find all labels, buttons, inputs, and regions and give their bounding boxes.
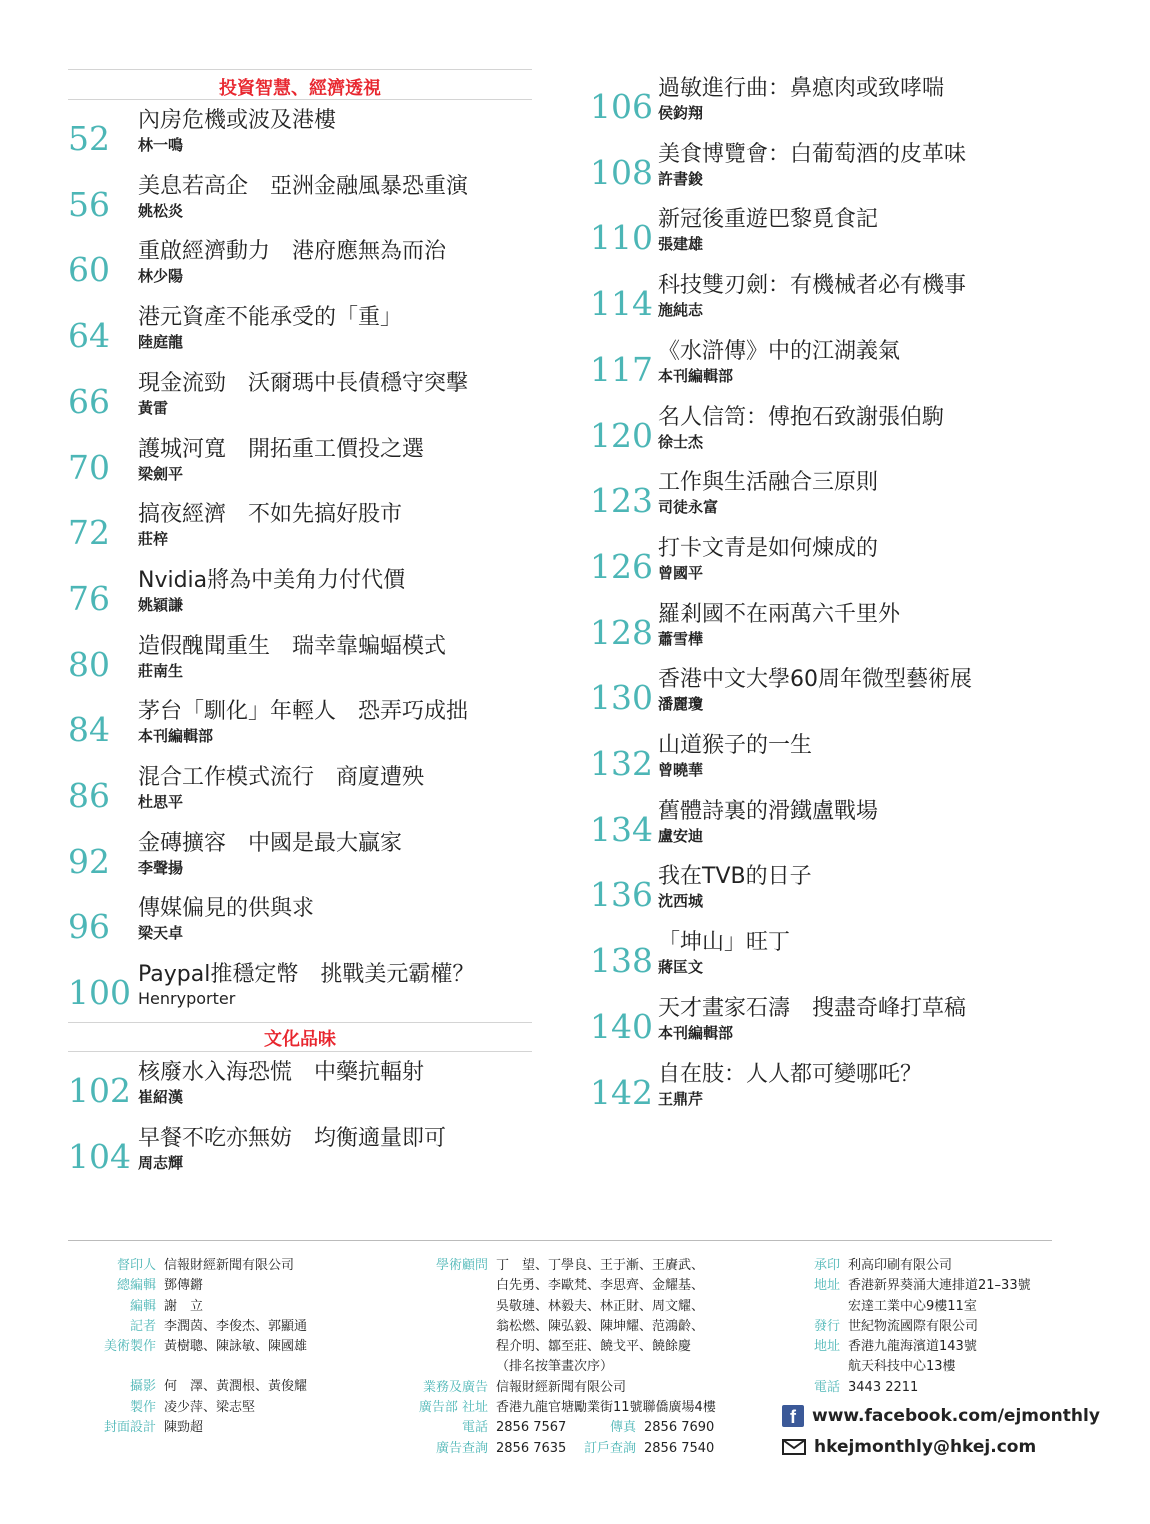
toc-entry[interactable] — [0, 371, 560, 431]
footer-staff-column — [68, 1256, 307, 1438]
footer-label: 電話 — [813, 1379, 840, 1395]
page-number: 66 — [68, 381, 110, 421]
article-title: 金磚擴容 中國是最大贏家 — [138, 830, 403, 856]
footer-row — [398, 1317, 716, 1337]
page-number: 130 — [590, 678, 653, 718]
article-author: 林一鳴 — [138, 136, 184, 154]
page-number: 123 — [590, 481, 653, 521]
footer-row — [768, 1337, 1031, 1357]
footer-value: 香港九龍官塘勵業街11號聯僑廣場4樓 — [496, 1400, 716, 1416]
toc-entry[interactable] — [560, 602, 1150, 662]
page-number: 56 — [68, 184, 110, 224]
footer-value: 陳勁超 — [164, 1420, 204, 1436]
footer-label — [398, 1276, 496, 1296]
article-author: 司徒永富 — [658, 498, 719, 517]
toc-entry[interactable] — [560, 470, 1150, 530]
footer-label — [398, 1317, 496, 1337]
culture-title-rule — [68, 1051, 532, 1052]
toc-entry[interactable] — [560, 733, 1150, 793]
article-title: 天才畫家石濤 搜盡奇峰打草稿 — [658, 995, 967, 1021]
footer-value: 2856 7567 — [496, 1420, 567, 1436]
page-number: 138 — [590, 941, 653, 981]
footer-row — [768, 1317, 1031, 1337]
footer-row — [398, 1256, 716, 1276]
article-title: 造假醜聞重生 瑞幸靠蝙蝠模式 — [138, 633, 447, 659]
footer-label — [398, 1337, 496, 1357]
footer-row — [68, 1337, 307, 1357]
toc-entry[interactable] — [0, 108, 560, 168]
footer-row — [768, 1276, 1031, 1296]
footer-printing-column — [768, 1256, 1031, 1398]
page-number: 96 — [68, 907, 110, 947]
toc-entry[interactable] — [560, 207, 1150, 267]
article-title: 《水滸傳》中的江湖義氣 — [658, 338, 901, 364]
footer-label — [398, 1297, 496, 1317]
article-title: 科技雙刃劍：有機械者必有機事 — [658, 273, 967, 299]
article-author: Henryporter — [138, 989, 236, 1009]
page-number: 92 — [68, 841, 110, 881]
page-number: 84 — [68, 710, 110, 750]
toc-entry[interactable] — [0, 634, 560, 694]
page-number: 126 — [590, 546, 653, 586]
email-link[interactable] — [782, 1437, 1036, 1457]
footer-label: 美術製作 — [103, 1339, 156, 1355]
footer-value: 利高印刷有限公司 — [848, 1258, 953, 1273]
article-title: 重啟經濟動力 港府應無為而治 — [138, 239, 447, 265]
article-title: 內房危機或波及港樓 — [138, 108, 337, 133]
page-number: 110 — [590, 218, 653, 258]
footer-row — [398, 1398, 716, 1418]
toc-entry[interactable] — [0, 239, 560, 299]
toc-entry[interactable] — [560, 405, 1150, 465]
article-author: 姚穎謙 — [138, 595, 184, 614]
article-author: 黃雷 — [138, 398, 169, 417]
toc-entry[interactable] — [0, 305, 560, 365]
footer-label: 廣告部 社址 — [418, 1400, 488, 1416]
article-author: 曾曉華 — [658, 761, 704, 779]
page-number: 128 — [590, 612, 653, 652]
footer-row — [398, 1337, 716, 1357]
section-top-rule — [68, 69, 532, 70]
footer-row — [68, 1317, 307, 1337]
footer-rule — [68, 1240, 1052, 1241]
toc-entry[interactable] — [560, 142, 1150, 202]
page-number: 106 — [590, 87, 653, 126]
article-title: 我在TVB的日子 — [658, 864, 812, 890]
article-author: 曾國平 — [658, 563, 704, 582]
article-title: 羅剎國不在兩萬六千里外 — [658, 601, 901, 627]
toc-entry[interactable] — [0, 831, 560, 891]
footer-value: 香港九龍海濱道143號 — [848, 1339, 977, 1355]
article-title: 打卡文青是如何煉成的 — [658, 535, 879, 561]
article-author: 施純志 — [658, 301, 704, 320]
footer-value: 3443 2211 — [848, 1379, 919, 1395]
toc-entry[interactable] — [560, 339, 1150, 399]
footer-row — [68, 1276, 307, 1296]
article-title: 茅台「馴化」年輕人 恐弄巧成拙 — [138, 699, 469, 725]
article-author: 姚松炎 — [138, 201, 184, 220]
article-author: 崔紹漢 — [138, 1088, 184, 1106]
page-number: 80 — [68, 644, 110, 684]
article-author: 徐士杰 — [658, 432, 704, 451]
article-author: 林少陽 — [138, 267, 184, 286]
toc-entry[interactable] — [560, 1062, 1150, 1122]
article-author: 周志輝 — [138, 1153, 184, 1172]
toc-entry[interactable] — [0, 765, 560, 825]
footer-row — [398, 1418, 716, 1438]
article-title: 過敏進行曲：鼻瘜肉或致哮喘 — [658, 76, 945, 101]
article-title: 搞夜經濟 不如先搞好股市 — [138, 502, 403, 528]
page-number: 100 — [68, 973, 131, 1013]
footer-label: 傳真 — [609, 1420, 636, 1436]
article-author: 李聲揚 — [138, 858, 184, 877]
footer-value: 2856 7540 — [644, 1440, 715, 1456]
footer-value: 翁松燃、陳弘毅、陳坤耀、范鴻齡、 — [496, 1318, 705, 1334]
footer-label: 學術顧問 — [435, 1258, 488, 1273]
article-title: 「坤山」旺丁 — [658, 930, 791, 956]
footer-label: 總編輯 — [116, 1278, 156, 1294]
article-author: 本刊編輯部 — [658, 1023, 734, 1042]
toc-entry[interactable] — [0, 699, 560, 759]
page-number: 60 — [68, 250, 110, 290]
footer-value: 黃樹聰、陳詠敏、陳國雄 — [164, 1339, 308, 1355]
footer-label — [768, 1357, 848, 1377]
footer-label — [768, 1297, 848, 1317]
toc-entry[interactable] — [560, 273, 1150, 333]
article-title: 現金流勁 沃爾瑪中長債穩守突擊 — [138, 370, 469, 396]
footer-value: 香港新界葵涌大連排道21–33號 — [848, 1278, 1031, 1294]
toc-entry[interactable] — [560, 799, 1150, 859]
article-title: 自在肢：人人都可變哪吒？ — [658, 1061, 923, 1087]
article-title: 新冠後重遊巴黎覓食記 — [658, 207, 879, 233]
page-number: 117 — [590, 349, 653, 389]
page-number: 64 — [68, 316, 110, 356]
culture-top-rule — [68, 1022, 532, 1023]
toc-entry[interactable] — [560, 536, 1150, 596]
article-title: 港元資產不能承受的「重」 — [138, 305, 403, 331]
article-title: 傳媒偏見的供與求 — [138, 896, 315, 922]
article-author: 莊南生 — [138, 661, 184, 680]
article-author: 本刊編輯部 — [138, 727, 214, 746]
page-number: 70 — [68, 447, 110, 487]
footer-value: 李潤茵、李俊杰、郭顯通 — [164, 1318, 308, 1334]
toc-entry[interactable] — [560, 996, 1150, 1056]
toc-entry[interactable] — [0, 502, 560, 562]
article-author: 侯鈞翔 — [658, 104, 704, 122]
page-number: 108 — [590, 152, 653, 192]
toc-entry[interactable] — [0, 437, 560, 497]
footer-label: 記者 — [129, 1318, 156, 1334]
footer-label — [398, 1357, 496, 1377]
footer-label: 封面設計 — [103, 1420, 156, 1436]
footer-row — [398, 1357, 716, 1377]
toc-entry[interactable] — [0, 896, 560, 956]
article-title: 舊體詩裏的滑鐵盧戰場 — [658, 798, 879, 824]
facebook-icon: f — [782, 1405, 804, 1427]
article-author: 梁劍平 — [138, 464, 184, 483]
toc-entry[interactable] — [560, 667, 1150, 727]
article-author: 杜思平 — [138, 793, 184, 811]
footer-label: 承印 — [813, 1258, 840, 1273]
article-title: Paypal推穩定幣 挑戰美元霸權？ — [138, 962, 475, 988]
page-number: 136 — [590, 875, 653, 915]
section-title-rule — [68, 99, 532, 100]
mail-icon — [782, 1439, 806, 1455]
section-title-investment: 投資智慧、經濟透視 — [219, 78, 381, 99]
article-title: 護城河寬 開拓重工價投之選 — [138, 436, 425, 462]
toc-entry[interactable] — [0, 174, 560, 234]
page-number: 114 — [590, 284, 653, 324]
article-author: 本刊編輯部 — [658, 366, 734, 385]
page-number: 104 — [68, 1136, 131, 1176]
footer-value: 2856 7635 — [496, 1440, 567, 1456]
footer-value: 謝 立 — [164, 1298, 204, 1314]
footer-label: 發行 — [813, 1318, 840, 1334]
page-number: 140 — [590, 1006, 653, 1046]
page-number: 120 — [590, 415, 653, 455]
toc-entry[interactable] — [560, 864, 1150, 924]
article-author: 張建雄 — [658, 235, 704, 254]
article-author: 梁天卓 — [138, 924, 184, 943]
page-number: 102 — [68, 1071, 131, 1110]
article-title: 美食博覽會：白葡萄酒的皮革味 — [658, 141, 967, 167]
footer-row — [398, 1276, 716, 1296]
footer-value: 鄧傳鏘 — [164, 1278, 204, 1294]
toc-entry[interactable] — [0, 1126, 560, 1186]
footer-value: 白先勇、李歐梵、李思齊、金耀基、 — [496, 1278, 705, 1294]
footer-value: 吳敬璉、林毅夫、林正財、周文耀、 — [496, 1298, 705, 1314]
footer-value: 宏達工業中心9樓11室 — [848, 1298, 977, 1314]
footer-value: （排名按筆畫次序） — [496, 1359, 614, 1375]
article-title: 工作與生活融合三原則 — [658, 470, 879, 496]
page-number: 76 — [68, 578, 110, 618]
toc-entry[interactable] — [0, 1060, 560, 1120]
toc-entry[interactable] — [0, 962, 560, 1022]
footer-value: 凌少萍、梁志堅 — [164, 1399, 256, 1415]
footer-label: 廣告查詢 — [435, 1440, 488, 1456]
footer-value: 信報財經新聞有限公司 — [496, 1379, 627, 1395]
footer-advisors-column — [398, 1256, 716, 1459]
page-number: 134 — [590, 809, 653, 849]
footer-label: 訂戶查詢 — [583, 1440, 636, 1456]
article-title: 山道猴子的一生 — [658, 733, 813, 758]
article-author: 盧安迪 — [658, 826, 704, 845]
footer-label: 製作 — [129, 1399, 156, 1415]
footer-label: 攝影 — [129, 1379, 156, 1395]
article-title: 核廢水入海恐慌 中藥抗輻射 — [138, 1060, 425, 1085]
article-author: 蕭雪樺 — [658, 629, 704, 648]
footer-row — [68, 1377, 307, 1397]
article-author: 陸庭龍 — [138, 333, 184, 352]
footer-label: 地址 — [813, 1278, 840, 1294]
article-author: 蔣匡文 — [658, 958, 704, 977]
footer-label: 地址 — [813, 1339, 840, 1355]
footer-row — [68, 1297, 307, 1317]
footer-row — [768, 1256, 1031, 1276]
article-title: 名人信笥：傅抱石致謝張伯駒 — [658, 404, 945, 430]
footer-value: 2856 7690 — [644, 1420, 715, 1436]
article-author: 許書鋑 — [658, 169, 704, 188]
footer-row — [398, 1378, 716, 1398]
footer-value: 世紀物流國際有限公司 — [848, 1318, 979, 1334]
footer-value: 航天科技中心13樓 — [848, 1359, 956, 1375]
page-number: 72 — [68, 513, 110, 553]
footer-row — [68, 1256, 307, 1276]
section-title-culture: 文化品味 — [264, 1029, 336, 1050]
page-number: 142 — [590, 1072, 653, 1112]
email-address: hkejmonthly@hkej.com — [814, 1437, 1037, 1457]
article-author: 王鼎芹 — [658, 1089, 704, 1108]
footer-value: 丁 望、丁學良、王于漸、王賡武、 — [496, 1258, 705, 1273]
article-title: 早餐不吃亦無妨 均衡適量即可 — [138, 1125, 447, 1151]
footer-value: 程介明、鄒至莊、饒戈平、饒餘慶 — [496, 1339, 692, 1355]
footer-value: 何 澤、黃潤根、黃俊耀 — [164, 1379, 308, 1395]
footer-row — [768, 1378, 1031, 1398]
footer-row — [768, 1297, 1031, 1317]
footer-row — [398, 1439, 716, 1459]
footer-row — [398, 1297, 716, 1317]
footer-label: 督印人 — [116, 1258, 156, 1273]
toc-entry[interactable] — [0, 568, 560, 628]
article-title: Nvidia將為中美角力付代價 — [138, 567, 406, 593]
toc-entry[interactable] — [560, 76, 1150, 136]
facebook-link[interactable] — [782, 1405, 1100, 1427]
article-title: 混合工作模式流行 商廈遭殃 — [138, 765, 425, 790]
page-number: 86 — [68, 776, 110, 815]
article-author: 沈西城 — [658, 892, 704, 911]
footer-label: 電話 — [461, 1420, 488, 1436]
article-title: 美息若高企 亞洲金融風暴恐重演 — [138, 173, 469, 199]
footer-label: 業務及廣告 — [422, 1379, 488, 1395]
toc-entry[interactable] — [560, 930, 1150, 990]
footer-row — [768, 1357, 1031, 1377]
article-title: 香港中文大學60周年微型藝術展 — [658, 667, 972, 693]
footer-value: 信報財經新聞有限公司 — [164, 1258, 295, 1273]
footer-row — [68, 1418, 307, 1438]
page-number: 132 — [590, 744, 653, 783]
article-author: 莊梓 — [138, 530, 169, 549]
footer-row — [68, 1398, 307, 1418]
article-author: 潘麗瓊 — [658, 695, 704, 714]
page-number: 52 — [68, 119, 110, 158]
facebook-url: www.facebook.com/ejmonthly — [812, 1406, 1100, 1426]
footer-label: 編輯 — [129, 1298, 156, 1314]
